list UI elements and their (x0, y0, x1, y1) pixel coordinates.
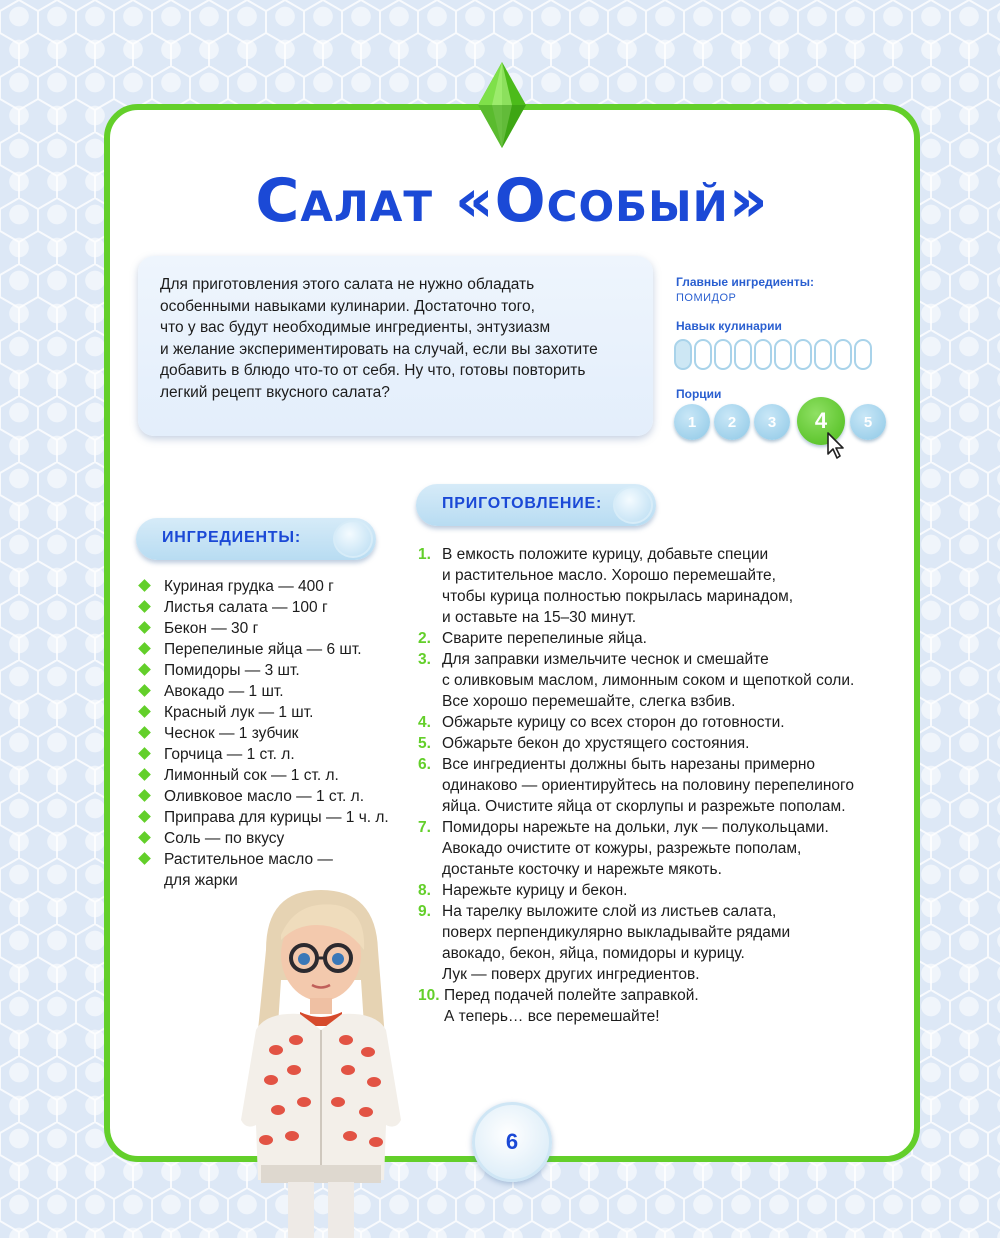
green-diamond-bullet-icon (138, 579, 151, 592)
intro-line: добавить в блюдо что-то от себя. Ну что, готовы повторить (160, 362, 586, 379)
list-item: Листья салата — 100 г (138, 597, 389, 618)
list-item: Оливковое масло — 1 ст. л. (138, 786, 389, 807)
portion-button-1[interactable]: 1 (674, 404, 710, 440)
skill-segment (854, 339, 872, 370)
page-number: 6 (472, 1102, 552, 1182)
green-diamond-bullet-icon (138, 810, 151, 823)
page-title: Салат «Особый» (255, 166, 769, 236)
green-diamond-bullet-icon (138, 642, 151, 655)
list-item: Помидоры — 3 шт. (138, 660, 389, 681)
list-item: Красный лук — 1 шт. (138, 702, 389, 723)
skill-meter (674, 339, 872, 370)
green-diamond-bullet-icon (138, 621, 151, 634)
green-diamond-bullet-icon (138, 747, 151, 760)
mouse-pointer-icon (826, 432, 848, 460)
list-item: 4. Обжарьте курицу со всех сторон до готовности. (418, 714, 785, 731)
step-number: 9. (418, 903, 431, 920)
skill-segment (694, 339, 712, 370)
intro-line: особенными навыками кулинарии. Достаточно того, (160, 297, 535, 315)
skill-label: Навык кулинарии (676, 319, 782, 333)
intro-line: что у вас будут необходимые ингредиенты, энтузиазм (160, 319, 551, 336)
list-item: Лимонный сок — 1 ст. л. (138, 765, 389, 786)
skill-segment (734, 339, 752, 370)
list-item: 7. Помидоры нарежьте на дольки, лук — полукольцами. Авокадо очистите от кожуры, разрежьте пополам, достаньте косточку и нарежьте мякоть. (418, 819, 829, 878)
step-number: 6. (418, 756, 431, 773)
skill-segment (774, 339, 792, 370)
skill-segment (834, 339, 852, 370)
skill-segment (794, 339, 812, 370)
list-item: 3. Для заправки измельчите чеснок и смешайте с оливковым маслом, лимонным соком и щепоткой соли. Все хорошо перемешайте, слегка взбив. (418, 651, 855, 710)
ingredients-header (136, 518, 376, 560)
green-diamond-bullet-icon (138, 768, 151, 781)
skill-segment (714, 339, 732, 370)
list-item: Чеснок — 1 зубчик (138, 723, 389, 744)
green-diamond-bullet-icon (138, 705, 151, 718)
skill-segment (814, 339, 832, 370)
list-item: 1. В емкость положите курицу, добавьте специи и растительное масло. Хорошо перемешайте, чтобы курица полностью покрылась маринадом, и оставьте на 15–30 минут. (418, 546, 794, 626)
list-item: 10. Перед подачей полейте заправкой. А теперь… все перемешайте! (418, 987, 699, 1025)
green-diamond-bullet-icon (138, 726, 151, 739)
intro-line: и желание экспериментировать на случай, если вы захотите (160, 340, 598, 358)
plumbob-gem-icon (478, 62, 526, 148)
green-diamond-bullet-icon (138, 852, 151, 865)
main-ingredients-label: Главные ингредиенты: (676, 275, 815, 289)
ingredients-header-label: ИНГРЕДИЕНТЫ: (162, 529, 301, 546)
step-number: 5. (418, 735, 431, 752)
step-number: 10. (418, 987, 440, 1004)
pill-knob-icon (333, 520, 373, 558)
green-diamond-bullet-icon (138, 684, 151, 697)
list-item: Растительное масло — для жарки (138, 849, 389, 891)
green-diamond-bullet-icon (138, 663, 151, 676)
step-number: 1. (418, 546, 431, 563)
main-ingredients-value: ПОМИДОР (676, 292, 737, 304)
intro-line: Для приготовления этого салата не нужно обладать (160, 276, 535, 293)
step-number: 8. (418, 882, 431, 899)
list-item: Куриная грудка — 400 г (138, 576, 389, 597)
list-item: 9. На тарелку выложите слой из листьев салата, поверх перпендикулярно выкладывайте рядами авокадо, бекон, яйца, помидоры и курицу. Лук — поверх других ингредиентов. (418, 903, 791, 983)
list-item: Соль — по вкусу (138, 828, 389, 849)
portions-selector (674, 402, 904, 462)
step-number: 7. (418, 819, 431, 836)
list-item: 5. Обжарьте бекон до хрустящего состояния. (418, 735, 750, 752)
intro-line: легкий рецепт вкусного салата? (160, 383, 390, 401)
steps-list (418, 544, 878, 1027)
character-illustration (226, 880, 416, 1238)
steps-header-label: ПРИГОТОВЛЕНИЕ: (442, 495, 603, 512)
green-diamond-bullet-icon (138, 600, 151, 613)
portion-button-5[interactable]: 5 (850, 404, 886, 440)
steps-header (416, 484, 656, 526)
list-item: Горчица — 1 ст. л. (138, 744, 389, 765)
intro-box (138, 256, 653, 436)
step-number: 3. (418, 651, 431, 668)
ingredients-list (138, 576, 389, 891)
skill-segment (674, 339, 692, 370)
portions-label: Порции (676, 387, 722, 401)
portion-button-2[interactable]: 2 (714, 404, 750, 440)
list-item: Перепелиные яйца — 6 шт. (138, 639, 389, 660)
skill-segment (754, 339, 772, 370)
list-item: 8. Нарежьте курицу и бекон. (418, 882, 628, 899)
portion-button-4[interactable]: 4 (797, 397, 845, 445)
pill-knob-icon (613, 486, 653, 524)
step-number: 4. (418, 714, 431, 731)
list-item: Авокадо — 1 шт. (138, 681, 389, 702)
portion-button-3[interactable]: 3 (754, 404, 790, 440)
green-diamond-bullet-icon (138, 789, 151, 802)
list-item: 6. Все ингредиенты должны быть нарезаны примерно одинаково — ориентируйтесь на половину перепелиного яйца. Очистите яйца от скорлупы и разрежьте пополам. (418, 756, 854, 815)
step-number: 2. (418, 630, 431, 647)
list-item: Бекон — 30 г (138, 618, 389, 639)
green-diamond-bullet-icon (138, 831, 151, 844)
list-item: Приправа для курицы — 1 ч. л. (138, 807, 389, 828)
list-item: 2. Сварите перепелиные яйца. (418, 630, 647, 647)
